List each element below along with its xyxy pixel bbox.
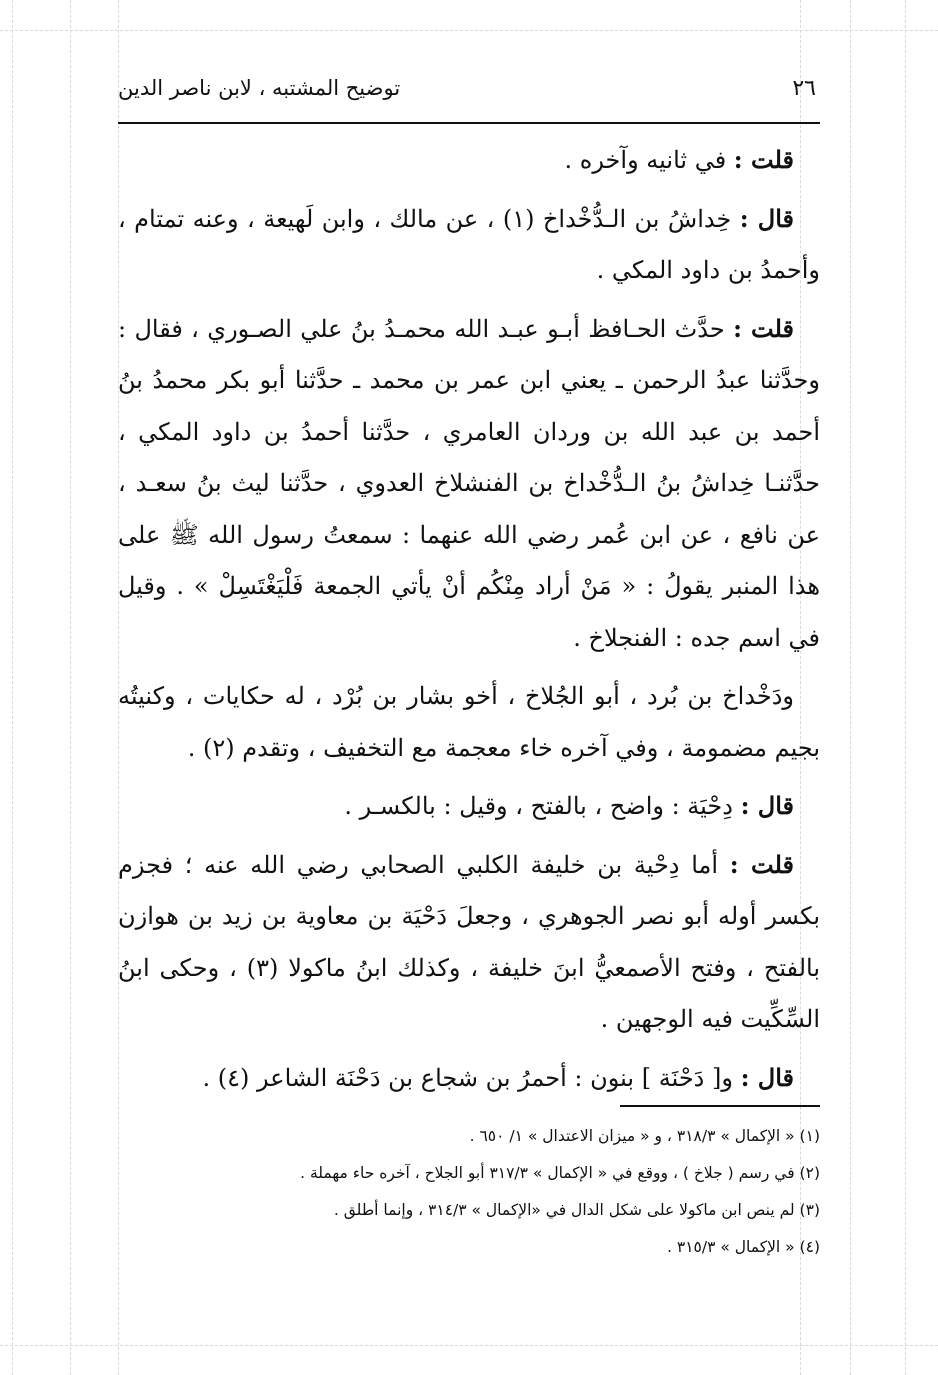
paragraph-lead: قال :: [739, 203, 794, 233]
paragraph: [118, 1052, 820, 1105]
footnotes: [118, 1118, 820, 1266]
paragraph: [118, 303, 820, 665]
paragraph-text: أما دِحْية بن خليفة الكلبي الصحابي رضي الله عنه ؛ فجزم بكسر أوله أبو نصر الجوهري ، وجعلَ دَحْيَة بن معاوية بن زيد بن هوازن بالفتح ، وفتح الأصمعيُّ ابنَ خليفة ، وكذلك ابنُ ماكولا (٣) ، وحكى ابنُ السِّكِّيت فيه الوجهين .: [118, 850, 821, 1033]
footnote: (١) « الإكمال » ٣١٨/٣ ، و « ميزان الاعتدال » ١/ ٦٥٠ .: [469, 1127, 820, 1145]
footnote: (٢) في رسم ( جلاخ ) ، ووقع في « الإكمال » ٣١٧/٣ أبو الجلاح ، آخره حاء مهملة .: [300, 1164, 820, 1182]
paragraph-text: خِداشُ بن الـدُّخْداخ (١) ، عن مالك ، وابن لَهيعة ، وعنه تمتام ، وأحمدُ بن داود المكي .: [118, 204, 820, 284]
paragraph-lead: قلت :: [733, 145, 794, 174]
footnote: (٤) « الإكمال » ٣١٥/٣ .: [667, 1238, 820, 1256]
paragraph-lead: قلت :: [733, 313, 794, 343]
footnote: (٣) لم ينص ابن ماكولا على شكل الدال في «الإكمال » ٣١٤/٣ ، وإنما أطلق .: [333, 1201, 820, 1219]
scan-guide-line: [905, 0, 906, 1375]
body-text: [118, 134, 820, 1110]
running-title: توضيح المشتبه ، لابن ناصر الدين: [118, 76, 401, 100]
paragraph-text: دِحْيَة : واضح ، بالفتح ، وقيل : بالكسـر .: [344, 792, 741, 820]
page-header: [118, 66, 820, 124]
scan-guide-line: [12, 0, 13, 1375]
paragraph-text: حدَّث الحـافظ أبـو عبـد الله محمـدُ بنُ علي الصـوري ، فقال : وحدَّثنا عبدُ الرحمن ـ يعني ابن عمر بن محمد ـ حدَّثنا أبو بكر محمدُ بنُ أحمد بن عبد الله بن وردان العامري ، حدَّثنا أحمدُ بن داود المكي ، حدَّثنـا خِداشُ بنُ الـدُّخْداخ بن الفنشلاخ العدوي ، حدَّثنا ليث بنُ سعـد ، عن نافع ، عن ابن عُمر رضي الله عنهما : سمعتُ رسول الله ﷺ على هذا المنبر يقولُ : « مَنْ أراد مِنْكُم أنْ يأتي الجمعة فَلْيَغْتَسِلْ » . وقيل في اسم جده : الفنجلاخ .: [118, 314, 820, 652]
paragraph-text: ودَخْداخ بن بُرد ، أبو الجُلاخ ، أخو بشار بن بُرْد ، له حكايات ، وكنيتُه بجيم مضمومة ، وفي آخره خاء معجمة مع التخفيف ، وتقدم (٢) .: [118, 682, 820, 762]
paragraph: [118, 193, 820, 297]
scan-guide-line: [0, 30, 938, 31]
paragraph-lead: قلت :: [729, 849, 795, 879]
paragraph: [118, 670, 820, 774]
paragraph-lead: قال :: [740, 1062, 794, 1092]
scan-guide-line: [70, 0, 71, 1375]
paragraph: [118, 780, 820, 833]
scan-guide-line: [850, 0, 851, 1375]
page-number: ٢٦: [792, 76, 816, 101]
paragraph-text: في ثانيه وآخره .: [564, 146, 734, 174]
paragraph: [118, 839, 820, 1046]
footnote-separator: [620, 1105, 820, 1107]
paragraph-text: و[ دَحْنَة ] بنون : أحمرُ بن شجاع بن دَحْنَة الشاعر (٤) .: [202, 1063, 741, 1092]
scan-guide-line: [0, 1345, 938, 1346]
paragraph: [118, 134, 820, 187]
paragraph-lead: قال :: [740, 791, 794, 820]
